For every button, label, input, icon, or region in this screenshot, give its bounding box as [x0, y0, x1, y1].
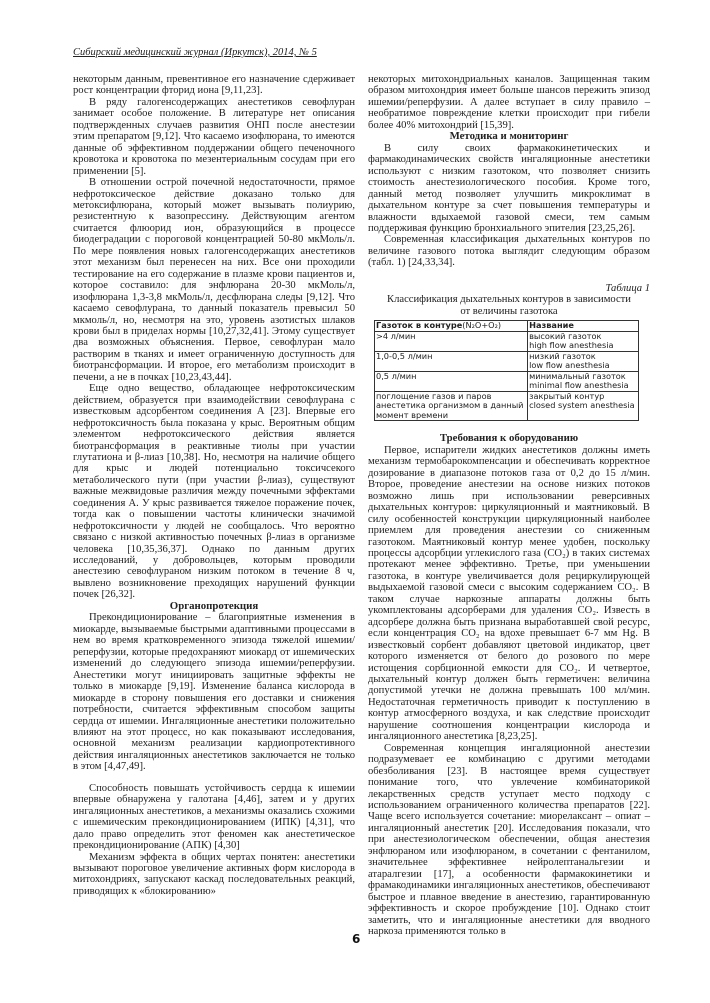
table-row	[375, 371, 639, 391]
name-ru: высокий газоток	[529, 330, 602, 341]
name-ru: минимальный газоток	[529, 370, 626, 381]
journal-header: Сибирский медицинский журнал (Иркутск), 2014, № 5	[73, 47, 317, 58]
page-number: 6	[352, 932, 361, 946]
name-en: closed system anesthesia	[529, 400, 635, 411]
cell-flow: >4 л/мин	[375, 331, 528, 351]
section-heading-equipment: Требования к оборудованию	[439, 432, 579, 445]
name-ru: низкий газоток	[529, 350, 596, 361]
paragraph: Современная концепция ингаляционной анестезии подразумевает ее комбинацию с другими методами обезболивания [23]. В настоящее время существует понимание того, что увлечение комбинаторикой лекарственных средств уступает место подходу с использованием ограниченного количества препаратов [22]. Чаще всего используется сочетание: миорелаксант – опиат – ингаляционный анестетик [20]. Исследования показали, что при анестезиологическом обеспечении, общая анестезия энфлюраном или изофлюраном, в сочетании с фентанилом, значительнее эффективнее нейролептанальгезии и атаралгезии [17], а особенности фармакокинетики и фрамакодинамики ингаляционных анестетиков, обеспечивают быстрое и плавное введение в анестезию, гарантированную эффективность и скорое пробуждение [10]. Однако стоит заметить, что и ингаляционные анестетики для вводного наркоза применяются только в	[368, 742, 650, 937]
paragraph: Прекондиционирование – благоприятные изменения в миокарде, вызываемые быстрыми адаптивными процессами в нем во время кратковременного эпизода тяжелой ишемии/реперфузии, которые предохраняют миокард от ишемических изменений до следующего эпизода ишемии/реперфузии. Анестетики могут инициировать защитные эффекты не только в миокарде [9,19]. Изменение баланса кислорода в миокарде в сторону повышения его доставки и снижения потребности, считается эффективным способом защиты сердца от ишемии. Ингаляционные анестетики положительно влияют на этот процесс, но как показывают исследования, основной механизм реализации кардиопротективного действия ингаляционных анестетиков заключается не только в этом [4,47,49].	[73, 612, 355, 773]
table-caption	[368, 294, 650, 317]
cell-name	[528, 351, 639, 371]
cell-flow: поглощение газов и паров анестетика организмом в данный момент времени	[375, 391, 528, 421]
header-formula: (N₂O+O₂)	[462, 320, 502, 331]
name-en: minimal flow anesthesia	[529, 380, 629, 391]
section-heading-organoprotection: Органопротекция	[169, 599, 259, 612]
right-column	[368, 74, 650, 937]
paragraph: Способность повышать устойчивость сердца к ишемии впервые обнаружена у галотана [4,46], затем и у других ингаляционных анестетиков, а механизмы оказались схожими с ишемическим прекондиционированием (ИПК) [4,31], что дало право определить этот феномен как анестетическое прекондиционирование (АПК) [4,30]	[73, 782, 355, 852]
name-ru: закрытый контур	[529, 390, 605, 401]
table-row	[375, 391, 639, 421]
paragraph: Еще одно вещество, обладающее нефротоксическим действием, образуется при взаимодействии севофлурана с известковым адсорбентом соединения А [23]. Впервые его нефротоксичность была показана у крыс. Вероятным общим элементом нефротоксического действия является биотрансформация в реактивные тиолы при участии глутатиона и β-лиаз [10,38]. Но, несмотря на наличие общего для крыс и людей потенциально токсичсекого метаболического пути (при участии β-лиаз), существуют важные межвидовые различия между почечными эффектами соединения А. У крыс развивается тяжелое поражение почек, тогда как о повышении частоты клинически значимой нефротоксичности у людей не сообщалось. Что вероятно связано с низкой активностью почечных β-лиаз в организме человека [10,35,36,37]. Однако по данным других исследований, у добровольцев, которым проводили анестезию севофлураном низким потоком в течение 8 ч, вывлено возникновение преходящих нарушений функции почек [26,32].	[73, 383, 355, 601]
paragraph: В силу своих фармакокинетических и фармакодинамических свойств ингаляционные анестетики используют с низким газотоком, что позволяет снизить стоимость анестезиологического пособия. Кроме того, данный метод позволяет улучшить микроклимат в дыхательном контуре за счет повышения температуры и влажности вдыхаемой газовой смеси, тем самым поддерживая функцию бронхиального эпителия [23,25,26].	[368, 142, 650, 235]
paragraph: В ряду галогенсодержащих анестетиков севофлуран занимает особое положение. В литературе нет описания подтвержденных случаев развития ОНП после анестезии этим препаратом [9,12]. Что касаемо изофлюрана, то имеются данные об эффективном поддержании общего печеночного кровотока и кровотока по мезентериальным сосудам при его применении [5].	[73, 96, 355, 177]
table-label: Таблица 1	[605, 282, 650, 294]
column-header-name: Название	[528, 321, 639, 332]
table-row	[375, 331, 639, 351]
cell-name	[528, 371, 639, 391]
table-row	[375, 351, 639, 371]
paragraph: некоторых митохондриальных каналов. Защищенная таким образом митохондрия имеет больше шансов пережить эпизод ишемии/реперфузии. А далее вступает в силу правило – необратимое повреждение клетки происходит при гибели более 40% митохондрий [15,39].	[368, 74, 650, 131]
table-caption-line: от величины газотока	[460, 305, 558, 317]
header-text: Газоток в контуре	[376, 320, 463, 331]
paragraph: Современная классификация дыхательных контуров по величине газового потока выглядит следующим образом (табл. 1) [24,33,34].	[368, 234, 650, 269]
column-header-flow	[375, 321, 528, 332]
classification-table	[374, 320, 639, 421]
left-column	[73, 74, 355, 897]
name-en: high flow anesthesia	[529, 340, 614, 351]
paragraph: В отношении острой почечной недостаточности, прямое нефротоксическое действие доказано только для метоксифлюрана, который может вызывать полиурию, резистентную к вазопрессину. Действующим агентом считается флюорид ион, образующийся в процессе биодеградации с пороговой концентрацией 50-80 мкМоль/л. По мере появления новых галогенсодержащих анестетиков этот механизм был перенесен на них. Все они проходили тестирование на его содержание в плазме крови пациентов и, которое составило: для энфлюрана 20-30 мкМоль/л, изофлюрана 1,3-3,8 мкМоль/л, десфлюрана следы [9,12]. Что касаемо севофлурана, то данный показатель превысил 50 мкмоль/л, но, несмотря на это, уровень азотистых шлаков крови был в приделах нормы [10,27,32,41]. Этому существует два возможных объяснения. Первое, севофлуран мало растворим в тканях и имеет ограниченную доступность для биотрансформации. И второе, его метаболизм происходит в печени, а не в почках [10,23,43,44].	[73, 177, 355, 383]
table-caption-line: Классификация дыхательных контуров в зависимости	[387, 294, 631, 306]
paragraph: Механизм эффекта в общих чертах понятен: анестетики вызывают пороговое увеличение активных форм кислорода в митохондриях, запускают каскад последовательных реакций, приводящих к «блокированию»	[73, 851, 355, 897]
paragraph: Первое, испарители жидких анестетиков должны иметь механизм термобарокомпенсации и обеспечивать корректное дозирование в диапазоне потоков газа от 0,2 до 15 л/мин. Второе, проведение анестезии на основе низких потоков возможно лишь при использовании реверсивных дыхательных контуров: циркуляционный и маятниковый. В силу особенностей конструкции циркуляционный наиболее приемлем для проведения анестезии со сниженным газотоком. Маятниковый контур менее удобен, поскольку процессы адсорбции углекислого газа (CO₂) в таких системах протекают менее эффективно. Третье, при уменьшении газотока, в контуре увеличивается доля рециркулирующей выдыхаемой газовой смеси с высоким содержанием CO₂. В таком случае наркозные аппараты должны быть укомплектованы адсорберами для удаления CO₂. Известь в адсорбере должна быть признана выработавшей свой ресурс, если концентрация CO₂ на вдохе превышает 6-7 мм Hg. В известковый сорбент добавляют цветовой индикатор, цвет которого изменяется от белого до розового по мере истощения сорбционной емкости для CO₂. И четвертое, дыхательный контур должен быть герметичен: величина допустимой утечки не должна превышать 100 мл/мин. Недостаточная герметичность приводит к поступлению в контур атмосферного воздуха, и как следствие происходит нарушение соотношения концентрации кислорода и ингаляционного анестетика [8,23,25].	[368, 444, 650, 743]
table-header-row	[375, 321, 639, 332]
cell-flow: 1,0-0,5 л/мин	[375, 351, 528, 371]
cell-flow: 0,5 л/мин	[375, 371, 528, 391]
cell-name	[528, 391, 639, 421]
cell-name	[528, 331, 639, 351]
name-en: low flow anesthesia	[529, 360, 610, 371]
paragraph: некоторым данным, превентивное его назначение сдерживает рост концентрации фторид иона [9,11,23].	[73, 74, 355, 97]
section-heading-method: Методика и мониторинг	[449, 130, 569, 143]
